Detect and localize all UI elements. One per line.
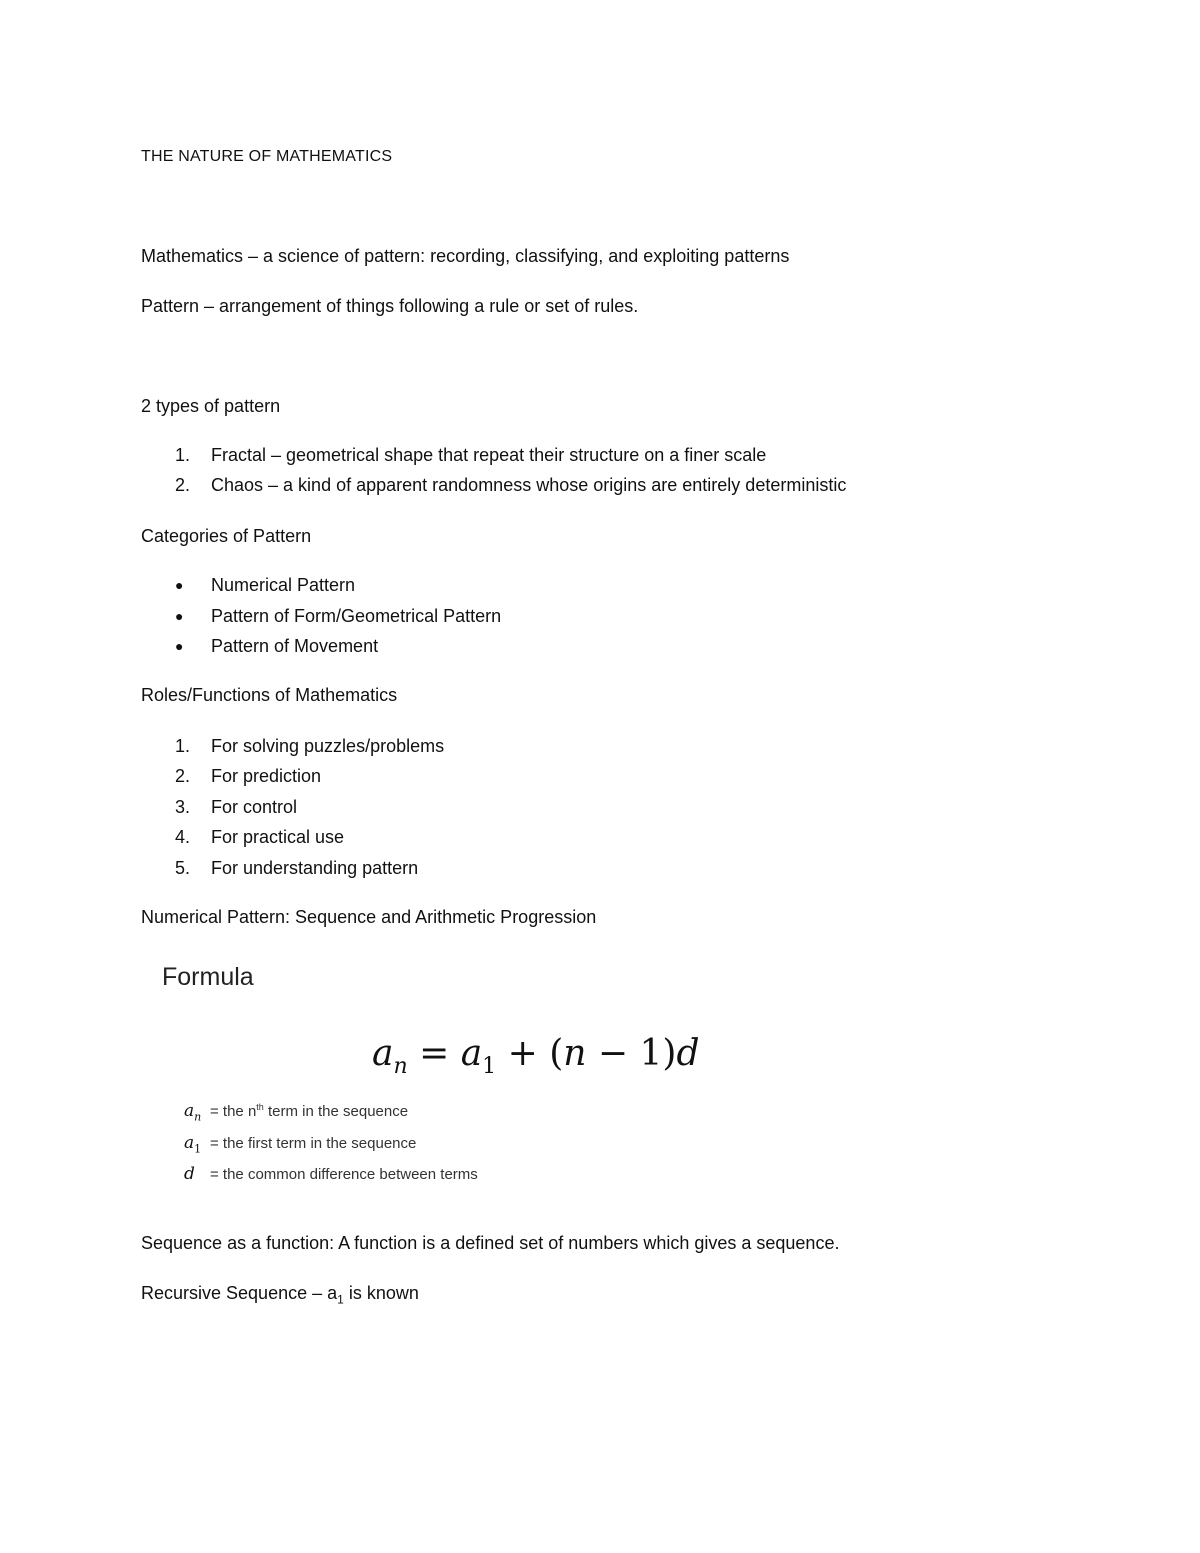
def-text: = the common difference between terms	[210, 1166, 478, 1183]
types-heading: 2 types of pattern	[141, 396, 281, 416]
list-text: For understanding pattern	[211, 858, 419, 878]
list-number: 2.	[175, 475, 191, 495]
formula-a1: a	[460, 1033, 483, 1074]
recursive-text: Recursive Sequence – a	[141, 1283, 338, 1303]
bullet-icon: ●	[175, 608, 184, 624]
formula-image	[140, 955, 760, 1195]
def-symbol: a	[184, 1133, 195, 1153]
list-text: For control	[211, 797, 298, 817]
list-number: 5.	[175, 858, 191, 878]
formula-definition	[184, 1101, 408, 1123]
recursive-post: is known	[343, 1283, 419, 1303]
numerical-heading: Numerical Pattern: Sequence and Arithmetic Progression	[141, 907, 597, 927]
formula-n: n	[563, 1033, 587, 1074]
list-number: 1.	[175, 736, 191, 756]
formula-equals: =	[407, 1033, 461, 1074]
bullet-icon: ●	[175, 638, 184, 654]
def-sup: th	[256, 1102, 264, 1112]
sequence-function-text: Sequence as a function: A function is a defined set of numbers which gives a sequence.	[141, 1233, 840, 1253]
def-text: = the n	[210, 1103, 257, 1120]
list-text: For prediction	[211, 766, 322, 786]
formula-a1-sub: 1	[482, 1054, 497, 1079]
formula-an-sub: n	[393, 1054, 408, 1079]
def-symbol: d	[184, 1164, 195, 1184]
list-number: 3.	[175, 797, 191, 817]
formula-minus: − 1)	[586, 1033, 677, 1074]
list-text: Numerical Pattern	[211, 575, 356, 595]
def-text-post: term in the sequence	[263, 1103, 409, 1120]
roles-heading: Roles/Functions of Mathematics	[141, 685, 398, 705]
formula-definition	[184, 1164, 478, 1184]
def-text: = the first term in the sequence	[210, 1135, 417, 1152]
list-text: Pattern of Movement	[211, 636, 379, 656]
formula-definition	[184, 1133, 416, 1155]
mathematics-definition: Mathematics – a science of pattern: recording, classifying, and exploiting patterns	[141, 246, 790, 266]
recursive-sequence-text	[141, 1282, 419, 1311]
pattern-definition: Pattern – arrangement of things following a rule or set of rules.	[141, 296, 639, 316]
document-title: THE NATURE OF MATHEMATICS	[141, 148, 393, 165]
categories-heading: Categories of Pattern	[141, 526, 312, 546]
recursive-sub: 1	[337, 1292, 344, 1307]
formula-plus: + (	[496, 1033, 564, 1074]
def-symbol-sub: 1	[194, 1142, 202, 1156]
arithmetic-formula	[372, 1033, 700, 1079]
formula-d: d	[676, 1033, 700, 1074]
bullet-icon: ●	[175, 577, 184, 593]
list-number: 4.	[175, 827, 191, 847]
list-text: For solving puzzles/problems	[211, 736, 445, 756]
list-text: For practical use	[211, 827, 345, 847]
list-text: Chaos – a kind of apparent randomness whose origins are entirely deterministic	[211, 475, 847, 495]
formula-heading: Formula	[162, 963, 254, 991]
list-number: 1.	[175, 445, 191, 465]
def-symbol-sub: n	[194, 1110, 202, 1124]
formula-an: a	[372, 1033, 394, 1074]
def-symbol: a	[184, 1101, 195, 1121]
list-number: 2.	[175, 766, 191, 786]
list-text: Pattern of Form/Geometrical Pattern	[211, 606, 502, 626]
list-text: Fractal – geometrical shape that repeat their structure on a finer scale	[211, 445, 767, 465]
